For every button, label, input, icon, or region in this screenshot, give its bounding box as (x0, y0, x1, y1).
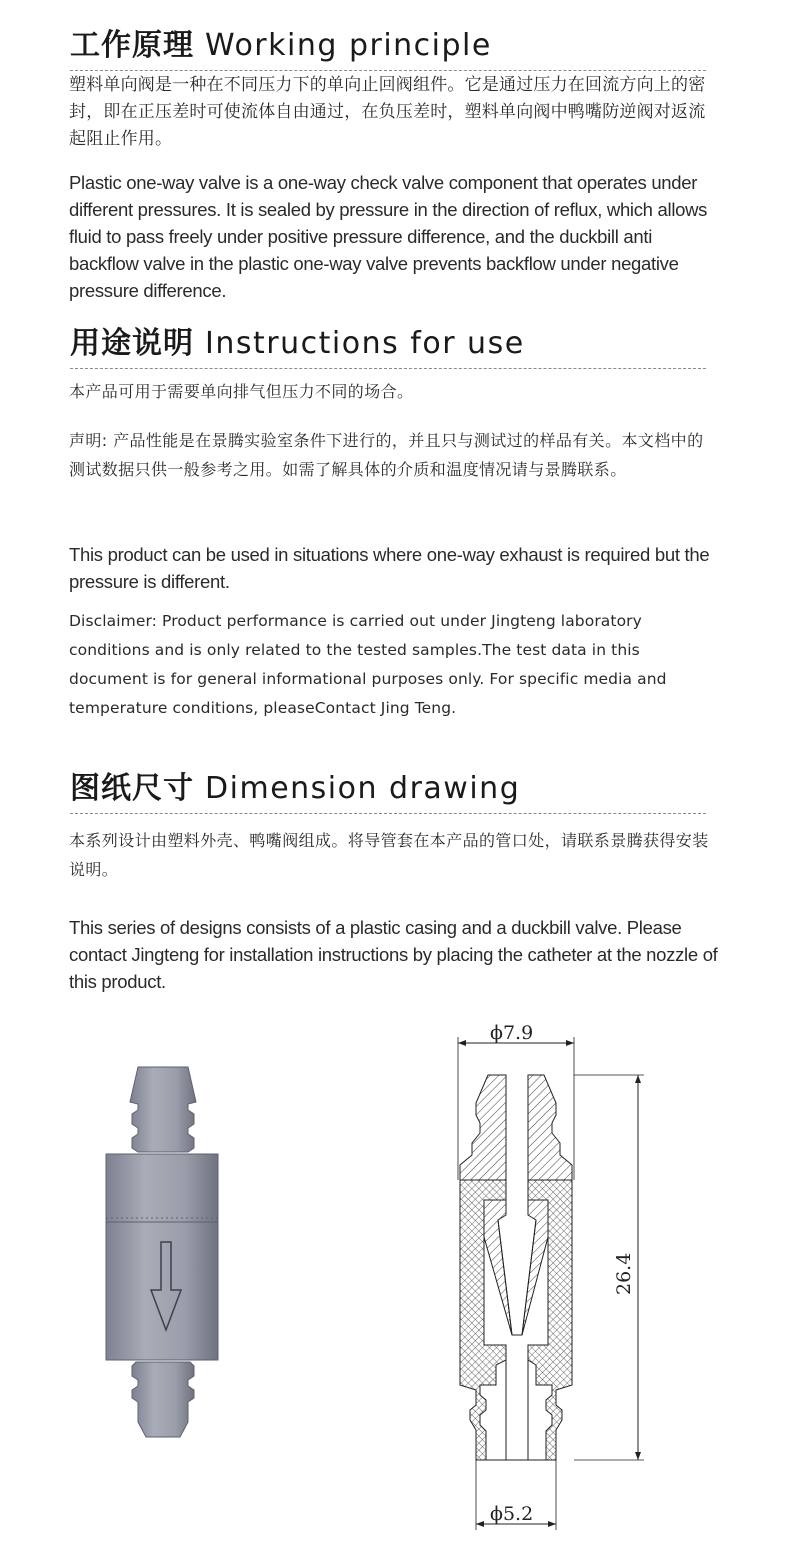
valve-section-drawing (440, 1015, 650, 1540)
working-text-en: Plastic one-way valve is a one-way check valve component that operates under different pressures. It is sealed by pressure in the direction of reflux, which allows fluid to pass freely under positive pressure difference, and the duckbill anti backflow valve in the plastic one-way valve prevents backflow under negative pressure difference. (69, 172, 708, 301)
dimension-text-en: This series of designs consists of a plastic casing and a duckbill valve. Please contact Jingteng for installation instructions by placing the catheter at the nozzle of this product. (69, 917, 718, 992)
section-instructions-title (70, 318, 706, 362)
section-working-title-en: Working principle (205, 28, 492, 63)
section-instructions-title-cn: 用途说明 (70, 326, 194, 361)
disclaimer-text-en: Disclaimer: Product performance is carried out under Jingteng laboratory conditions and is only related to the tested samples.The test data in this document is for general informational purposes only. For specific media and temperature conditions, pleaseContact Jing Teng. (69, 612, 667, 717)
instructions-text-en: This product can be used in situations where one-way exhaust is required but the pressure is different. (69, 544, 710, 592)
section-dimension-title-cn: 图纸尺寸 (70, 771, 194, 806)
disclaimer-text-cn: 声明: 产品性能是在景腾实验室条件下进行的，并且只与测试过的样品有关。本文档中的测试数据只供一般参考之用。如需了解具体的介质和温度情况请与景腾联系。 (69, 431, 704, 479)
length-label: 26.4 (613, 1252, 635, 1295)
section-instructions-header (70, 318, 706, 369)
bottom-diameter-label: ϕ5.2 (490, 1503, 534, 1525)
dimension-text-cn: 本系列设计由塑料外壳、鸭嘴阀组成。将导管套在本产品的管口处，请联系景腾获得安装说明。 (69, 831, 709, 879)
section-working-title-cn: 工作原理 (70, 28, 194, 63)
section-dimension-title (70, 763, 706, 807)
section-divider (70, 813, 706, 814)
instructions-text-cn: 本产品可用于需要单向排气但压力不同的场合。 (69, 382, 414, 401)
section-instructions-title-en: Instructions for use (205, 326, 525, 361)
section-working-title (70, 20, 706, 64)
section-dimension-title-en: Dimension drawing (205, 771, 521, 806)
section-divider (70, 70, 706, 71)
valve-3d-render (100, 1062, 230, 1442)
section-working-header (70, 20, 706, 71)
section-dimension-header (70, 763, 706, 814)
working-text-cn: 塑料单向阀是一种在不同压力下的单向止回阀组件。它是通过压力在回流方向上的密封，即在正压差时可使流体自由通过，在负压差时，塑料单向阀中鸭嘴防逆阀对返流起阻止作用。 (69, 75, 706, 149)
top-diameter-label: ϕ7.9 (490, 1022, 534, 1044)
section-divider (70, 368, 706, 369)
